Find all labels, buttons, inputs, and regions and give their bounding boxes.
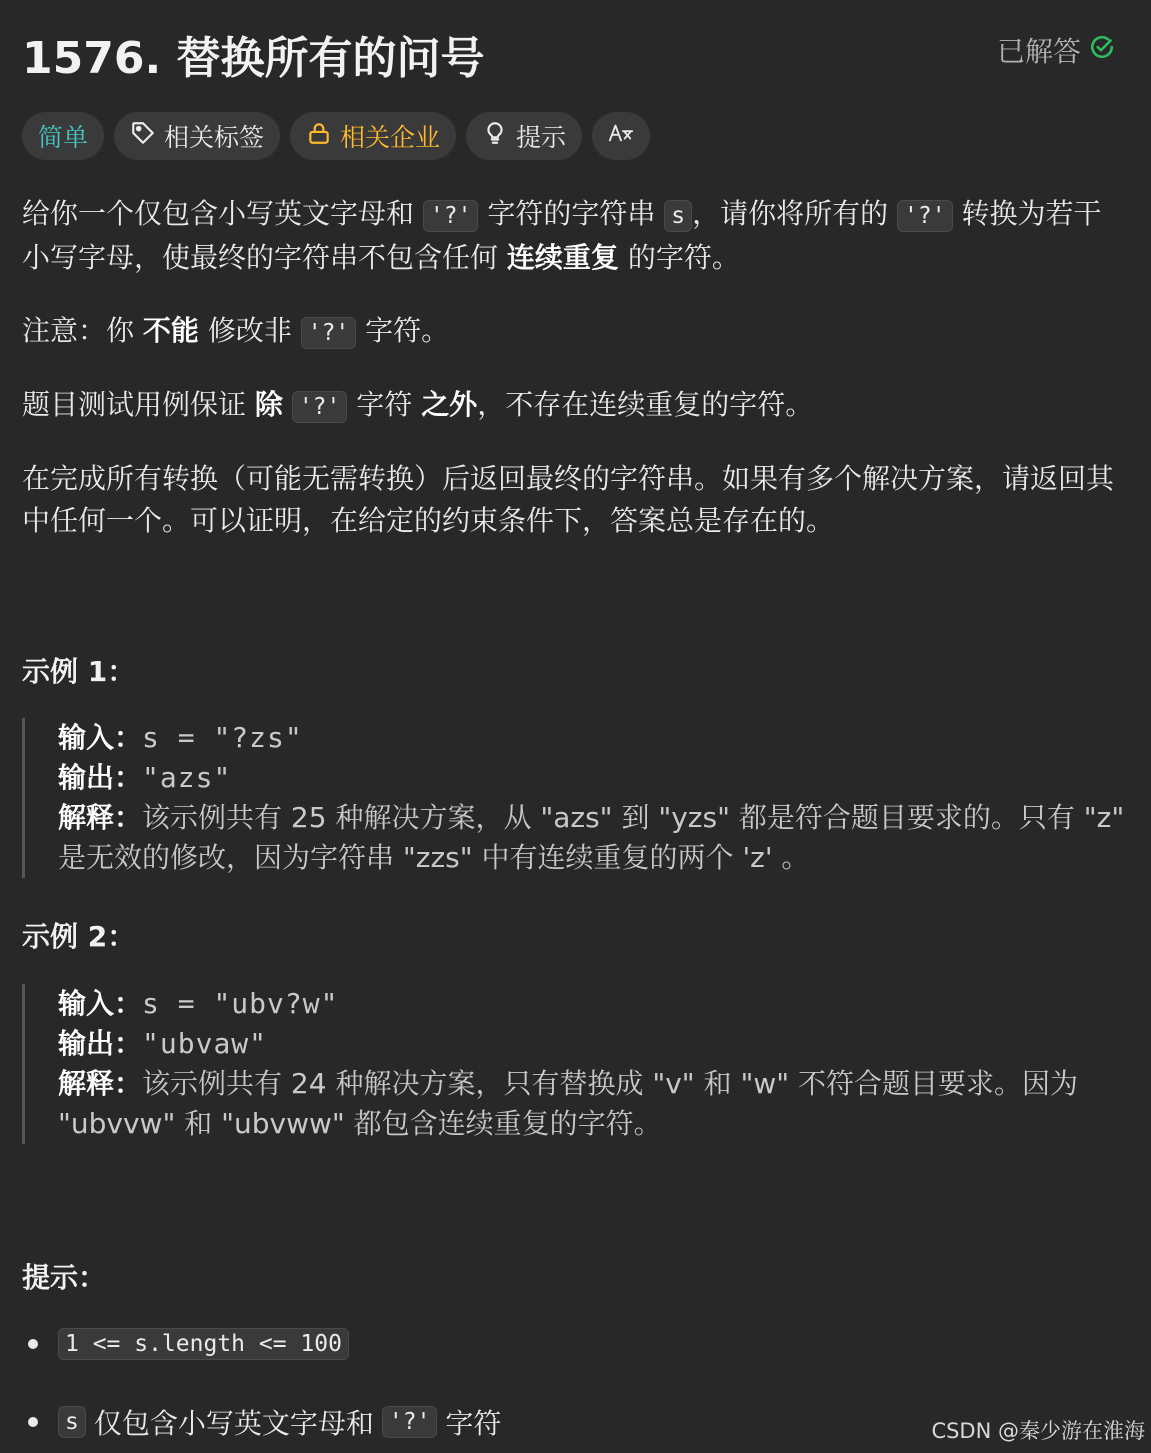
related-companies-button[interactable] [290, 112, 456, 160]
text: 字符 [445, 1407, 502, 1440]
translate-button[interactable] [592, 112, 650, 160]
tag-icon [130, 120, 156, 152]
output-label: 输出： [58, 1027, 143, 1060]
text: ，请你将所有的 [692, 197, 898, 230]
inline-code: s [664, 200, 692, 232]
inline-code: '?' [382, 1406, 438, 1438]
description-paragraph-1 [22, 193, 1122, 279]
lock-icon [306, 120, 332, 152]
text: 字符的字符串 [478, 197, 665, 230]
bold-text: 除 [254, 388, 283, 421]
solved-label: 已解答 [996, 35, 1081, 68]
translate-icon [608, 120, 634, 152]
bullet-dot [28, 1339, 38, 1349]
text: 给你一个仅包含小写英文字母和 [22, 197, 423, 230]
difficulty-badge[interactable] [22, 112, 104, 160]
input-label: 输入： [58, 987, 143, 1020]
difficulty-label: 简单 [38, 123, 89, 152]
tag-bar [22, 112, 650, 160]
description-paragraph-4: 在完成所有转换（可能无需转换）后返回最终的字符串。如果有多个解决方案，请返回其中任何一个。可以证明，在给定的约束条件下，答案总是存在的。 [22, 462, 1115, 537]
check-circle-icon [1089, 34, 1115, 67]
text: 注意：你 [22, 314, 143, 347]
hint-button[interactable] [466, 112, 582, 160]
inline-code: s [58, 1406, 86, 1438]
text: 字符 [347, 388, 422, 421]
text: 修改非 [198, 314, 301, 347]
input-value: s = "ubv?w" [142, 987, 339, 1020]
bullet-dot [28, 1417, 38, 1427]
constraint-item-2 [22, 1402, 501, 1442]
example-explain-row [58, 1064, 1127, 1144]
text: 的字符。 [618, 241, 740, 274]
related-tags-label: 相关标签 [164, 123, 265, 152]
solved-status [997, 30, 1115, 70]
text: 题目测试用例保证 [22, 388, 255, 421]
output-value: "ubvaw" [142, 1027, 268, 1060]
inline-code: 1 <= s.length <= 100 [58, 1328, 349, 1360]
example-1-block [22, 718, 1127, 878]
lightbulb-icon [482, 120, 508, 152]
example-2-block [22, 984, 1127, 1144]
bold-text: 连续重复 [506, 241, 619, 274]
input-value: s = "?zs" [142, 721, 303, 754]
explain-label: 解释： [58, 801, 143, 834]
constraint-item-1 [22, 1328, 349, 1360]
hint-label: 提示 [516, 123, 567, 152]
example-output-row [58, 1024, 1127, 1064]
explain-text: 该示例共有 25 种解决方案，从 "azs" 到 "yzs" 都是符合题目要求的。只有 "z" 是无效的修改，因为字符串 "zzs" 中有连续重复的两个 'z' 。 [58, 801, 1125, 874]
text: 仅包含小写英文字母和 [93, 1407, 374, 1440]
text: 字符。 [356, 314, 450, 347]
constraint-text [58, 1402, 501, 1442]
example-1-title: 示例 1： [22, 655, 136, 688]
inline-code: '?' [292, 391, 348, 423]
inline-code: '?' [423, 200, 479, 232]
example-input-row [58, 718, 1127, 758]
description-paragraph-3 [22, 384, 1122, 428]
related-tags-button[interactable] [114, 112, 280, 160]
description-paragraph-2 [22, 310, 1122, 354]
example-explain-row [58, 798, 1127, 878]
explain-label: 解释： [58, 1067, 143, 1100]
watermark: CSDN @秦少游在淮海 [931, 1419, 1145, 1443]
text: ，不存在连续重复的字符。 [477, 388, 814, 421]
text: 转换为若干小写字母，使最终的字符串不包含任何 [22, 197, 1102, 274]
inline-code: '?' [301, 317, 357, 349]
related-companies-label: 相关企业 [340, 123, 441, 152]
example-2-title: 示例 2： [22, 920, 136, 953]
example-input-row [58, 984, 1127, 1024]
input-label: 输入： [58, 721, 143, 754]
explain-text: 该示例共有 24 种解决方案，只有替换成 "v" 和 "w" 不符合题目要求。因为 "ubvvw" 和 "ubvww" 都包含连续重复的字符。 [58, 1067, 1079, 1140]
bold-text: 之外 [421, 388, 478, 421]
inline-code: '?' [897, 200, 953, 232]
bold-text: 不能 [142, 314, 199, 347]
constraints-title: 提示： [22, 1261, 107, 1294]
output-value: "azs" [142, 761, 232, 794]
problem-title: 1576. 替换所有的问号 [22, 33, 485, 84]
output-label: 输出： [58, 761, 143, 794]
example-output-row [58, 758, 1127, 798]
